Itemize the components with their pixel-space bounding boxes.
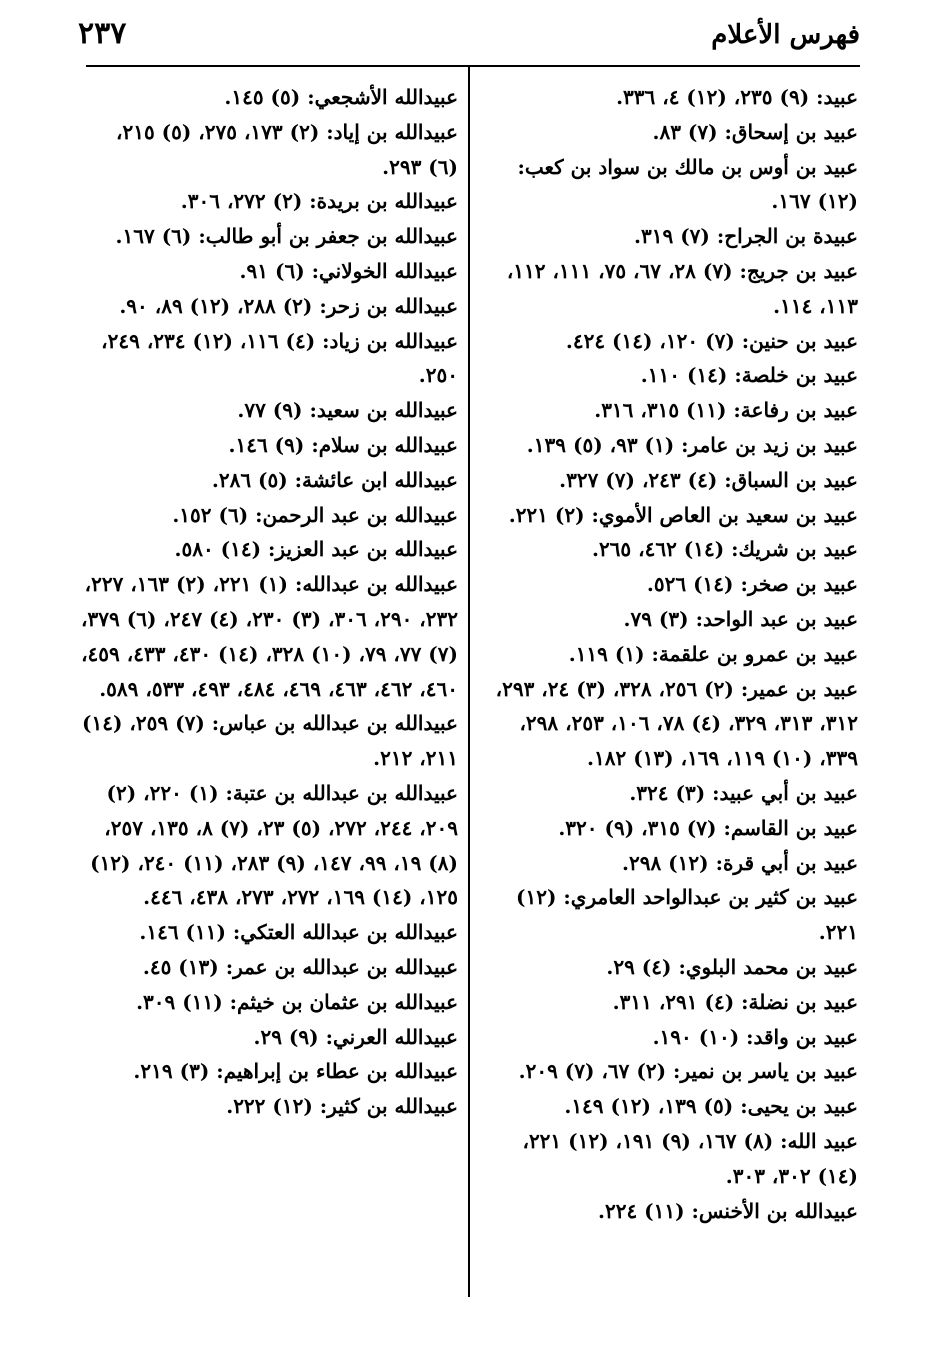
index-entry: عبيد بن عمرو بن علقمة: (١) ١١٩. [568, 641, 858, 666]
index-entry: عبيد بن سعيد بن العاص الأموي: (٢) ٢٢١. [508, 502, 858, 527]
index-entry: عبيدالله بن عثمان بن خيثم: (١١) ٣٠٩. [136, 989, 458, 1014]
index-entry: عبيدالله العرني: (٩) ٢٩. [253, 1024, 458, 1049]
index-entry: عبيد: (٩) ٢٣٥، (١٢) ٤، ٣٣٦. [616, 85, 858, 109]
index-entry: عبيد بن إسحاق: (٧) ٨٣. [652, 119, 858, 144]
index-entry: عبيدالله بن عبدالله بن عباس: (٧) ٢٥٩، (١٤) ٢١١، ٢١٢. [82, 711, 458, 771]
index-entry: عبيد بن شريك: (١٤) ٤٦٢، ٢٦٥. [591, 537, 858, 562]
index-entry: عبيد بن أوس بن مالك بن سواد بن كعب: (١٢) ١٦٧. [517, 154, 858, 214]
index-entry: عبيدالله بن عبدالله بن عتبة: (١) ٢٢٠، (٢) ٢٠٩، ٢٤٤، ٢٧٢، (٥) ٢٣، (٧) ٨، ١٣٥، ٢٥٧، (٨) ١٩، ٩٩، ١٤٧، (٩) ٢٨٣، (١١) ٢٤٠، (١٢) ١٢٥، (١٤) ١٦٩، ٢٧٢، ٢٧٣، ٤٣٨، ٤٤٦. [90, 780, 458, 910]
page-header [78, 14, 860, 66]
index-column-right [480, 80, 858, 1228]
index-entry: عبيدالله ابن عائشة: (٥) ٢٨٦. [211, 467, 458, 492]
page-number: ٢٣٧ [78, 16, 127, 51]
index-entry: عبيد بن زيد بن عامر: (١) ٩٣، (٥) ١٣٩. [526, 432, 858, 457]
index-entry: عبيدالله بن زحر: (٢) ٢٨٨، (١٢) ٨٩، ٩٠. [119, 293, 458, 318]
index-entry: عبيد بن أبي قرة: (١٢) ٢٩٨. [622, 850, 858, 875]
index-entry: عبيدالله الخولاني: (٦) ٩١. [239, 258, 458, 283]
index-entry: عبيد بن صخر: (١٤) ٥٢٦. [646, 572, 858, 597]
page-title: فهرس الأعلام [711, 20, 860, 50]
index-entry: عبيدالله بن كثير: (١٢) ٢٢٢. [226, 1094, 458, 1119]
header-rule [86, 65, 860, 67]
index-entry: عبيد بن محمد البلوي: (٤) ٢٩. [606, 954, 858, 979]
index-entry: عبيد بن رفاعة: (١١) ٣١٥، ٣١٦. [594, 398, 858, 423]
index-entry: عبيدالله بن سعيد: (٩) ٧٧. [237, 398, 458, 423]
index-entry: عبيد بن جريج: (٧) ٢٨، ٦٧، ٧٥، ١١١، ١١٢، ١١٣، ١١٤. [506, 258, 858, 318]
index-entry: عبيد بن حنين: (٧) ١٢٠، (١٤) ٤٢٤. [565, 328, 858, 353]
index-entry: عبيدالله بن عبد الرحمن: (٦) ١٥٢. [172, 502, 458, 527]
index-entry: عبيدالله بن إياد: (٢) ١٧٣، ٢٧٥، (٥) ٢١٥، (٦) ٢٩٣. [115, 119, 458, 179]
index-entry: عبيد بن القاسم: (٧) ٣١٥، (٩) ٣٢٠. [558, 815, 858, 840]
index-entry: عبيد بن عبد الواحد: (٣) ٧٩. [623, 606, 858, 631]
index-column-left [80, 80, 458, 1124]
index-entry: عبيدالله بن سلام: (٩) ١٤٦. [228, 432, 458, 457]
index-entry: عبيدالله بن عبدالله: (١) ٢٢١، (٢) ١٦٣، ٢٢٧، ٢٣٢، ٢٩٠، ٣٠٦، (٣) ٢٣٠، (٤) ٢٤٧، (٦) ٣٧٩، (٧) ٧٧، ٧٩، (١٠) ٣٢٨، (١٤) ٤٣٠، ٤٣٣، ٤٥٩، ٤٦٠، ٤٦٢، ٤٦٣، ٤٦٩، ٤٨٤، ٤٩٣، ٥٣٣، ٥٨٩. [81, 572, 458, 701]
index-entry: عبيد بن ياسر بن نمير: (٢) ٦٧، (٧) ٢٠٩. [518, 1059, 858, 1084]
index-entry: عبيدالله بن زياد: (٤) ١١٦، (١٢) ٢٣٤، ٢٤٩، ٢٥٠. [101, 328, 458, 388]
index-entry: عبيد بن واقد: (١٠) ١٩٠. [652, 1024, 858, 1049]
index-entry: عبيدالله بن جعفر بن أبو طالب: (٦) ١٦٧. [115, 224, 458, 249]
index-entry: عبيدالله الأشجعي: (٥) ١٤٥. [224, 85, 458, 109]
index-entry: عبيدالله بن عبدالله بن عمر: (١٣) ٤٥. [142, 954, 458, 979]
index-entry: عبيد بن خلصة: (١٤) ١١٠. [640, 363, 858, 388]
index-entry: عبيدالله بن عبدالله العتكي: (١١) ١٤٦. [139, 920, 458, 945]
index-entry: عبيد الله: (٨) ١٦٧، (٩) ١٩١، (١٢) ٢٢١، (١٤) ٣٠٢، ٣٠٣. [522, 1128, 858, 1188]
index-entry: عبيدالله بن عبد العزيز: (١٤) ٥٨٠. [174, 537, 458, 562]
column-divider [468, 67, 470, 1297]
index-entry: عبيد بن نضلة: (٤) ٢٩١، ٣١١. [612, 989, 858, 1014]
index-entry: عبيدالله بن الأخنس: (١١) ٢٢٤. [597, 1198, 858, 1223]
index-entry: عبيدة بن الجراح: (٧) ٣١٩. [634, 224, 858, 249]
index-entry: عبيد بن أبي عبيد: (٣) ٣٢٤. [629, 780, 858, 805]
index-entry: عبيد بن السباق: (٤) ٢٤٣، (٧) ٣٢٧. [559, 467, 858, 492]
index-entry: عبيد بن يحيى: (٥) ١٣٩، (١٢) ١٤٩. [564, 1094, 858, 1119]
index-entry: عبيد بن كثير بن عبدالواحد العامري: (١٢) ٢٢١. [516, 885, 858, 945]
index-entry: عبيدالله بن بريدة: (٢) ٢٧٢، ٣٠٦. [180, 189, 458, 214]
index-entry: عبيدالله بن عطاء بن إبراهيم: (٣) ٢١٩. [133, 1059, 458, 1084]
index-entry: عبيد بن عمير: (٢) ٢٥٦، ٣٢٨، (٣) ٢٤، ٢٩٣، ٣١٢، ٣١٣، ٣٢٩، (٤) ٧٨، ١٠٦، ٢٥٣، ٢٩٨، ٣٣٩، (١٠) ١١٩، ١٦٩، (١٣) ١٨٢. [495, 676, 858, 771]
